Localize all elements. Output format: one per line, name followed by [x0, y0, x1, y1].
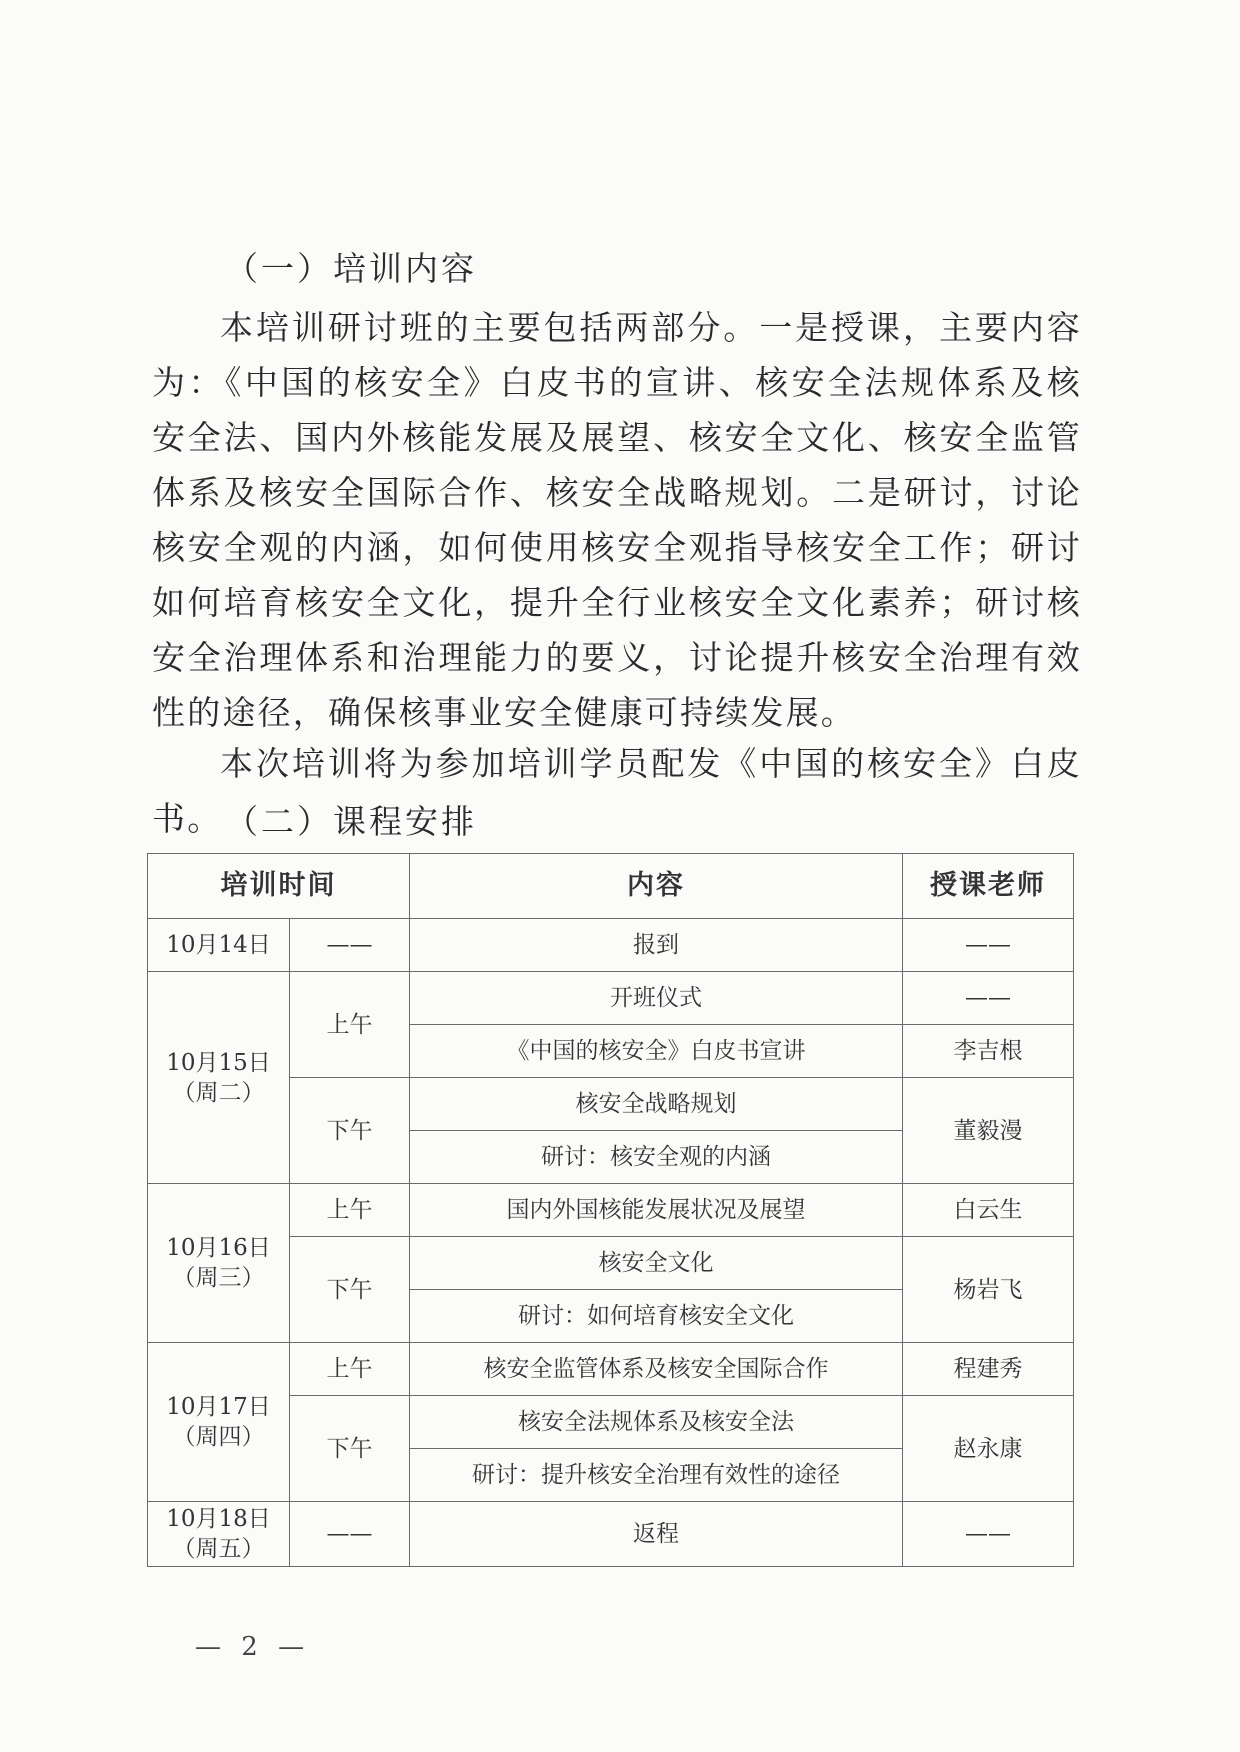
- weekday-text: （周三）: [172, 1265, 265, 1291]
- weekday-text: （周五）: [172, 1536, 265, 1562]
- section-heading-schedule: （二）课程安排: [225, 802, 477, 841]
- header-content: 内容: [410, 854, 903, 919]
- content-cell: 研讨：核安全观的内涵: [410, 1131, 903, 1184]
- teacher-cell: ——: [903, 972, 1074, 1025]
- content-cell: 报到: [410, 919, 903, 972]
- schedule-table: [147, 853, 1074, 1567]
- teacher-cell: 李吉根: [903, 1025, 1074, 1078]
- body-paragraph-2: 本次培训将为参加培训学员配发《中国的核安全》白皮书。: [152, 744, 1082, 838]
- table-row: [148, 1502, 1074, 1567]
- content-cell: 核安全文化: [410, 1237, 903, 1290]
- content-cell: 核安全法规体系及核安全法: [410, 1396, 903, 1449]
- content-cell: 研讨：提升核安全治理有效性的途径: [410, 1449, 903, 1502]
- page-number: — 2 —: [195, 1632, 311, 1662]
- table-row: [148, 972, 1074, 1025]
- session-cell: 上午: [290, 1184, 410, 1237]
- teacher-cell: 赵永康: [903, 1396, 1074, 1502]
- date-cell: [148, 972, 290, 1184]
- weekday-text: （周二）: [172, 1079, 265, 1106]
- date-cell: [148, 1502, 290, 1567]
- session-cell: 上午: [290, 972, 410, 1078]
- content-cell: 国内外国核能发展状况及展望: [410, 1184, 903, 1237]
- date-cell: [148, 1184, 290, 1343]
- header-time: 培训时间: [148, 854, 410, 919]
- session-cell: ——: [290, 1502, 410, 1567]
- date-text: 10月15日: [166, 1049, 271, 1076]
- session-cell: 上午: [290, 1343, 410, 1396]
- session-cell: 下午: [290, 1078, 410, 1184]
- teacher-cell: 程建秀: [903, 1343, 1074, 1396]
- table-row: [148, 919, 1074, 972]
- teacher-cell: ——: [903, 1502, 1074, 1567]
- table-header-row: [148, 854, 1074, 919]
- table-row: [148, 1184, 1074, 1237]
- session-cell: 下午: [290, 1396, 410, 1502]
- content-cell: 开班仪式: [410, 972, 903, 1025]
- content-cell: 研讨：如何培育核安全文化: [410, 1290, 903, 1343]
- content-cell: 核安全战略规划: [410, 1078, 903, 1131]
- weekday-text: （周四）: [172, 1424, 265, 1450]
- teacher-cell: ——: [903, 919, 1074, 972]
- teacher-cell: 白云生: [903, 1184, 1074, 1237]
- header-teacher: 授课老师: [903, 854, 1074, 919]
- session-cell: ——: [290, 919, 410, 972]
- teacher-cell: 杨岩飞: [903, 1237, 1074, 1343]
- content-cell: 《中国的核安全》白皮书宣讲: [410, 1025, 903, 1078]
- date-text: 10月18日: [166, 1506, 271, 1532]
- body-paragraph-1: 本培训研讨班的主要包括两部分。一是授课，主要内容为：《中国的核安全》白皮书的宣讲、核安全法规体系及核安全法、国内外核能发展及展望、核安全文化、核安全监管体系及核安全国际合作、核安全战略规划。二是研讨，讨论核安全观的内涵，如何使用核安全观指导核安全工作；研讨如何培育核安全文化，提升全行业核安全文化素养；研讨核安全治理体系和治理能力的要义，讨论提升核安全治理有效性的途径，确保核事业安全健康可持续发展。: [152, 308, 1082, 732]
- section-heading-content: （一）培训内容: [225, 249, 477, 288]
- date-cell: 10月14日: [148, 919, 290, 972]
- date-text: 10月16日: [166, 1235, 271, 1261]
- teacher-cell: 董毅漫: [903, 1078, 1074, 1184]
- content-cell: 核安全监管体系及核安全国际合作: [410, 1343, 903, 1396]
- date-cell: [148, 1343, 290, 1502]
- session-cell: 下午: [290, 1237, 410, 1343]
- content-cell: 返程: [410, 1502, 903, 1567]
- table-row: [148, 1343, 1074, 1396]
- date-text: 10月17日: [166, 1394, 271, 1420]
